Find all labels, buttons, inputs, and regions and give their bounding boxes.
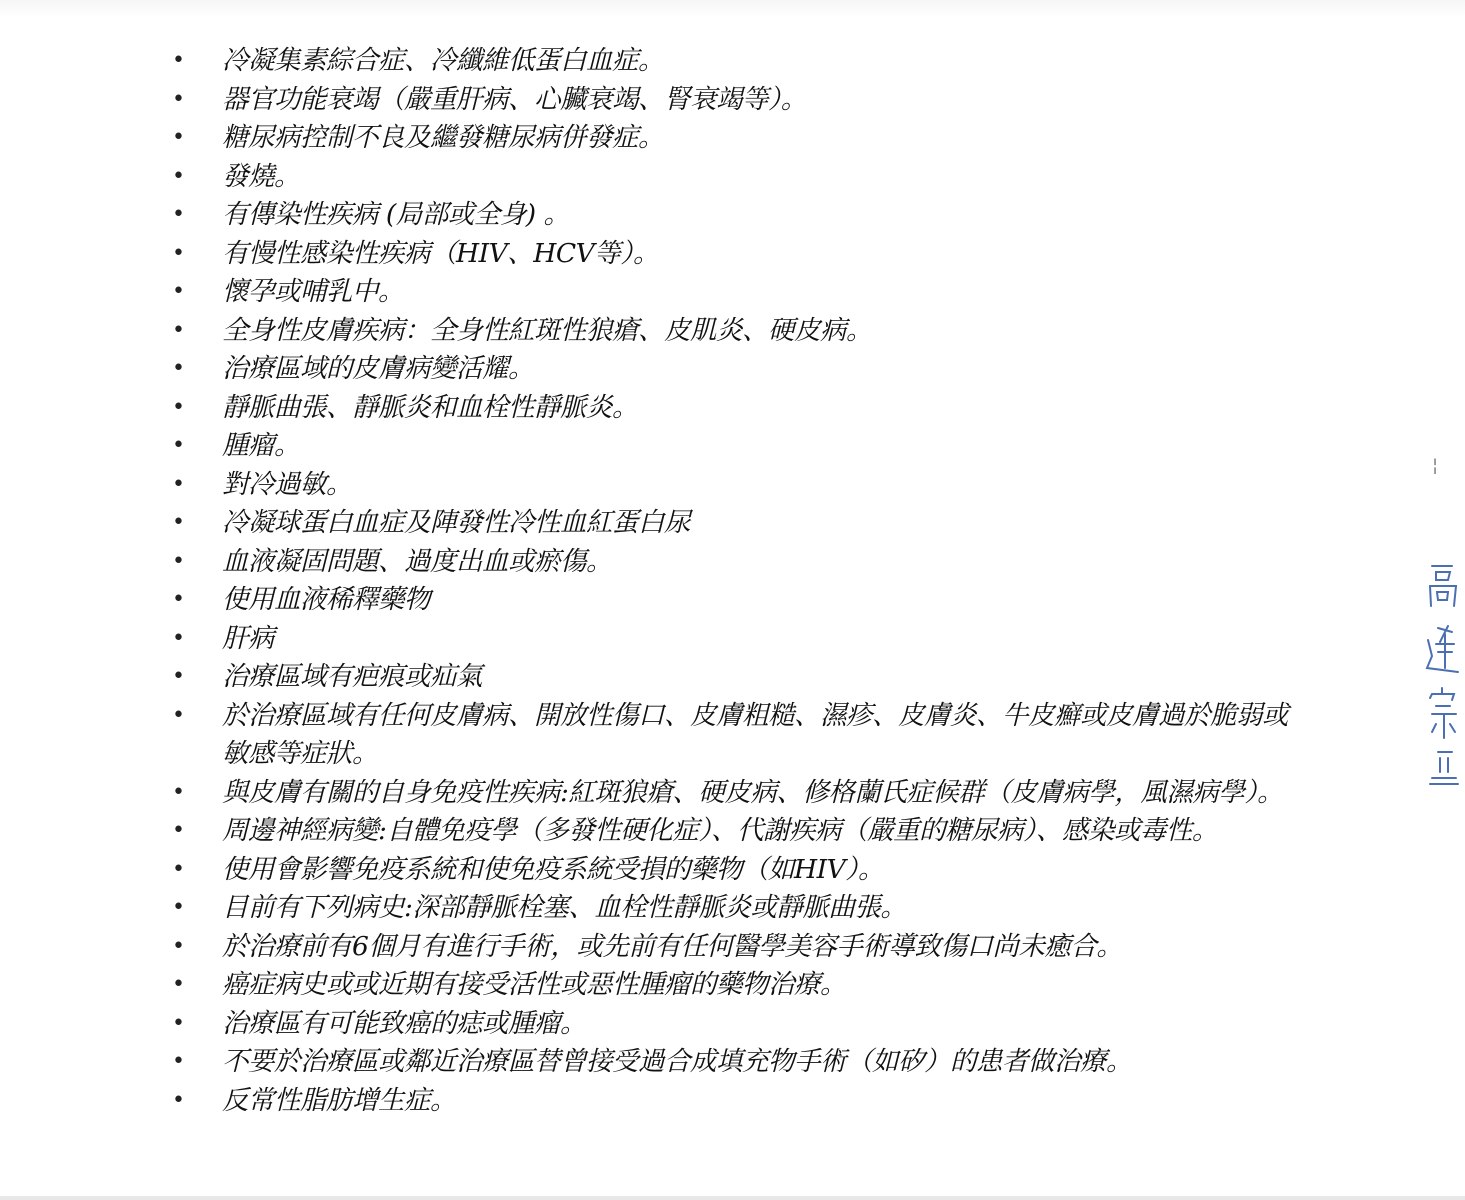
list-item: [170, 158, 1320, 197]
list-item: [170, 658, 1320, 697]
bullet-icon: •: [172, 356, 185, 381]
list-item-text: 發燒。: [222, 160, 300, 192]
list-item-text: 不要於治療區或鄰近治療區替曾接受過合成填充物手術（如矽）的患者做治療。: [222, 1046, 1132, 1077]
list-item-text: 腫瘤。: [222, 430, 300, 461]
list-item: [170, 466, 1320, 505]
bullet-icon: •: [172, 702, 185, 728]
list-item-text: 冷凝集素綜合症、冷纖維低蛋白血症。: [222, 45, 664, 76]
list-item: [170, 851, 1320, 890]
list-item-text: 與皮膚有關的自身免疫性疾病:紅斑狼瘡、硬皮病、修格蘭氏症候群（皮膚病學，風濕病學）。: [222, 776, 1284, 808]
list-item: [170, 504, 1320, 543]
list-item-text: 目前有下列病史:深部靜脈栓塞、血栓性靜脈炎或靜脈曲張。: [222, 892, 907, 923]
list-item-text: 糖尿病控制不良及繼發糖尿病併發症。: [222, 122, 664, 153]
list-item: [170, 312, 1320, 351]
bullet-icon: •: [172, 664, 185, 689]
bullet-icon: •: [172, 548, 185, 574]
list-item-text: 靜脈曲張、靜脈炎和血栓性靜脈炎。: [222, 391, 638, 423]
list-item-text: 癌症病史或或近期有接受活性或惡性腫瘤的藥物治療。: [222, 969, 846, 1000]
bullet-icon: •: [172, 933, 185, 959]
list-item: [170, 196, 1320, 235]
list-item: [170, 273, 1320, 312]
bullet-icon: •: [172, 86, 185, 112]
list-item-text: 肝病: [222, 622, 274, 654]
list-item-text: 使用血液稀釋藥物: [222, 584, 430, 615]
contraindication-list: [170, 42, 1320, 1120]
list-item: [170, 1005, 1320, 1044]
list-item-text: 周邊神經病變:自體免疫學（多發性硬化症）、代謝疾病（嚴重的糖尿病）、感染或毒性。: [222, 815, 1218, 846]
bullet-icon: •: [172, 625, 185, 651]
list-item-text: 治療區有可能致癌的痣或腫瘤。: [222, 1007, 586, 1039]
list-item-text: 血液凝固問題、過度出血或瘀傷。: [222, 545, 612, 577]
list-item-text: 於治療前有6個月有進行手術，或先前有任何醫學美容手術導致傷口尚未癒合。: [222, 930, 1123, 962]
list-item-text: 器官功能衰竭（嚴重肝病、心臟衰竭、腎衰竭等）。: [222, 83, 807, 115]
list-item: [170, 889, 1320, 928]
list-item: [170, 697, 1320, 774]
list-item: [170, 774, 1320, 813]
list-item-text: 反常性脂肪增生症。: [222, 1084, 456, 1116]
list-item-text: 有慢性感染性疾病（HIV、HCV等）。: [222, 237, 659, 269]
bullet-icon: •: [172, 163, 185, 189]
handwritten-signature: [1418, 560, 1465, 790]
bullet-icon: •: [172, 510, 185, 535]
list-item: [170, 966, 1320, 1005]
bullet-icon: •: [172, 317, 185, 343]
scan-top-edge: [0, 0, 1465, 18]
list-item: [170, 1043, 1320, 1082]
list-item: [170, 235, 1320, 274]
list-item-text: 治療區域有疤痕或疝氣: [222, 661, 482, 692]
list-item-text: 對冷過敏。: [222, 468, 352, 500]
bullet-icon: •: [172, 1049, 185, 1074]
bullet-icon: •: [172, 471, 185, 497]
list-item-text: 全身性皮膚疾病：全身性紅斑性狼瘡、皮肌炎、硬皮病。: [222, 314, 872, 346]
list-item: [170, 42, 1320, 81]
list-item: [170, 1082, 1320, 1121]
bullet-icon: •: [172, 856, 185, 882]
bullet-icon: •: [172, 48, 185, 73]
list-item: [170, 81, 1320, 120]
list-item: [170, 389, 1320, 428]
bullet-icon: •: [172, 240, 185, 266]
list-item: [170, 581, 1320, 620]
list-item: [170, 620, 1320, 659]
bullet-icon: •: [172, 433, 185, 458]
bullet-icon: •: [172, 895, 185, 920]
list-item-text: 懷孕或哺乳中。: [222, 276, 404, 307]
list-item-text: 有傳染性疾病 (局部或全身) 。: [222, 199, 570, 230]
bullet-icon: •: [172, 394, 185, 420]
list-item: [170, 928, 1320, 967]
list-item-text: 於治療區域有任何皮膚病、開放性傷口、皮膚粗糙、濕疹、皮膚炎、牛皮癬或皮膚過於脆弱或敏感等症狀。: [222, 699, 1288, 769]
bullet-icon: •: [172, 279, 185, 304]
list-item: [170, 812, 1320, 851]
bullet-icon: •: [172, 202, 185, 227]
list-item-text: 冷凝球蛋白血症及陣發性冷性血紅蛋白尿: [222, 507, 690, 538]
list-item-text: 使用會影響免疫系統和使免疫系統受損的藥物（如HIV）。: [222, 853, 884, 885]
scan-bottom-edge: [0, 1196, 1465, 1200]
list-item-text: 治療區域的皮膚病變活耀。: [222, 353, 534, 384]
list-item: [170, 427, 1320, 466]
bullet-icon: •: [172, 587, 185, 612]
bullet-icon: •: [172, 1010, 185, 1036]
bullet-icon: •: [172, 125, 185, 150]
list-item: [170, 350, 1320, 389]
list-item: [170, 119, 1320, 158]
bullet-icon: •: [172, 972, 185, 997]
bullet-icon: •: [172, 1087, 185, 1113]
bullet-icon: •: [172, 818, 185, 843]
list-item: [170, 543, 1320, 582]
margin-mark: ¦: [1432, 455, 1439, 476]
bullet-icon: •: [172, 779, 185, 805]
